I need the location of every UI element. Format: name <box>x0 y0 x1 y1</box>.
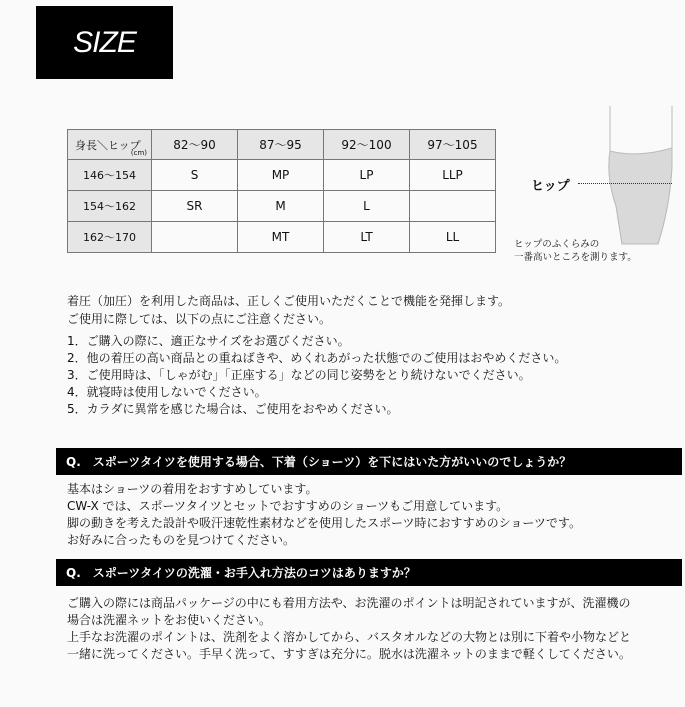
size-cell: MT <box>238 222 324 253</box>
size-cell: S <box>152 160 238 191</box>
table-row <box>68 191 496 222</box>
size-cell <box>152 222 238 253</box>
answer-line: 上手なお洗濯のポイントは、洗剤をよく溶かしてから、バスタオルなどの大物とは別に下着や小物などと <box>67 630 632 644</box>
hip-note <box>514 238 637 264</box>
faq-question-washing: Q. スポーツタイツの洗濯・お手入れ方法のコツはありますか？ <box>56 559 682 586</box>
answer-line: 脚の動きを考えた設計や吸汗速乾性素材などを使用したスポーツ時におすすめのショーツです。 <box>67 516 581 530</box>
rule-item: 1．ご購入の際に、適正なサイズをお選びください。 <box>67 334 350 348</box>
faq-answer-washing <box>67 595 631 663</box>
size-badge <box>36 6 173 79</box>
table-corner <box>68 130 152 160</box>
size-table <box>67 129 496 253</box>
answer-line: ご購入の際には商品パッケージの中にも着用方法や、お洗濯のポイントは明記されていますが、洗濯機の <box>67 596 631 610</box>
hip-label: ヒップ <box>531 179 570 194</box>
hip-header: 87〜95 <box>238 130 324 160</box>
rule-item: 5．カラダに異常を感じた場合は、ご使用をおやめください。 <box>67 402 399 416</box>
table-row <box>68 160 496 191</box>
size-cell: LL <box>410 222 496 253</box>
answer-line: 一緒に洗ってください。手早く洗って、すすぎは充分に。脱水は洗濯ネットのままで軽くしてください。 <box>67 647 631 661</box>
size-cell: SR <box>152 191 238 222</box>
hip-note-line: 一番高いところを測ります。 <box>514 252 637 263</box>
hip-figure-illustration <box>598 106 680 246</box>
hip-measure-line <box>578 183 672 184</box>
hip-header: 97〜105 <box>410 130 496 160</box>
faq-answer-underwear <box>67 481 581 549</box>
rule-item: 2．他の着圧の高い商品との重ねばきや、めくれあがった状態でのご使用はおやめください。 <box>67 351 567 365</box>
size-badge-text: SIZE <box>73 25 136 59</box>
answer-line: お好みに合ったものを見つけてください。 <box>67 533 296 547</box>
size-cell: L <box>324 191 410 222</box>
height-header: 162〜170 <box>68 222 152 253</box>
hip-header: 82〜90 <box>152 130 238 160</box>
size-cell: MP <box>238 160 324 191</box>
answer-line: 基本はショーツの着用をおすすめしています。 <box>67 482 318 496</box>
size-cell: M <box>238 191 324 222</box>
height-header: 146〜154 <box>68 160 152 191</box>
corner-label: 身長＼ヒップ <box>75 139 141 152</box>
size-cell: LT <box>324 222 410 253</box>
rule-item: 3．ご使用時は、「しゃがむ」「正座する」などの同じ姿勢をとり続けないでください。 <box>67 368 531 382</box>
size-cell: LP <box>324 160 410 191</box>
corner-unit: (cm) <box>130 149 147 157</box>
height-header: 154〜162 <box>68 191 152 222</box>
table-header-row <box>68 130 496 160</box>
usage-rules-list <box>67 333 566 418</box>
hip-header: 92〜100 <box>324 130 410 160</box>
size-cell <box>410 191 496 222</box>
intro-line: 着圧（加圧）を利用した商品は、正しくご使用いただくことで機能を発揮します。 <box>67 294 511 308</box>
usage-intro <box>67 292 510 328</box>
table-row <box>68 222 496 253</box>
hip-note-line: ヒップのふくらみの <box>514 239 600 250</box>
answer-line: 場合は洗濯ネットをお使いください。 <box>67 613 272 627</box>
answer-line: CW-X では、スポーツタイツとセットでおすすめのショーツもご用意しています。 <box>67 499 509 513</box>
size-cell: LLP <box>410 160 496 191</box>
faq-question-underwear: Q. スポーツタイツを使用する場合、下着（ショーツ）を下にはいた方がいいのでしょうか？ <box>56 448 682 475</box>
intro-line: ご使用に際しては、以下の点にご注意ください。 <box>67 312 332 326</box>
rule-item: 4．就寝時は使用しないでください。 <box>67 385 267 399</box>
